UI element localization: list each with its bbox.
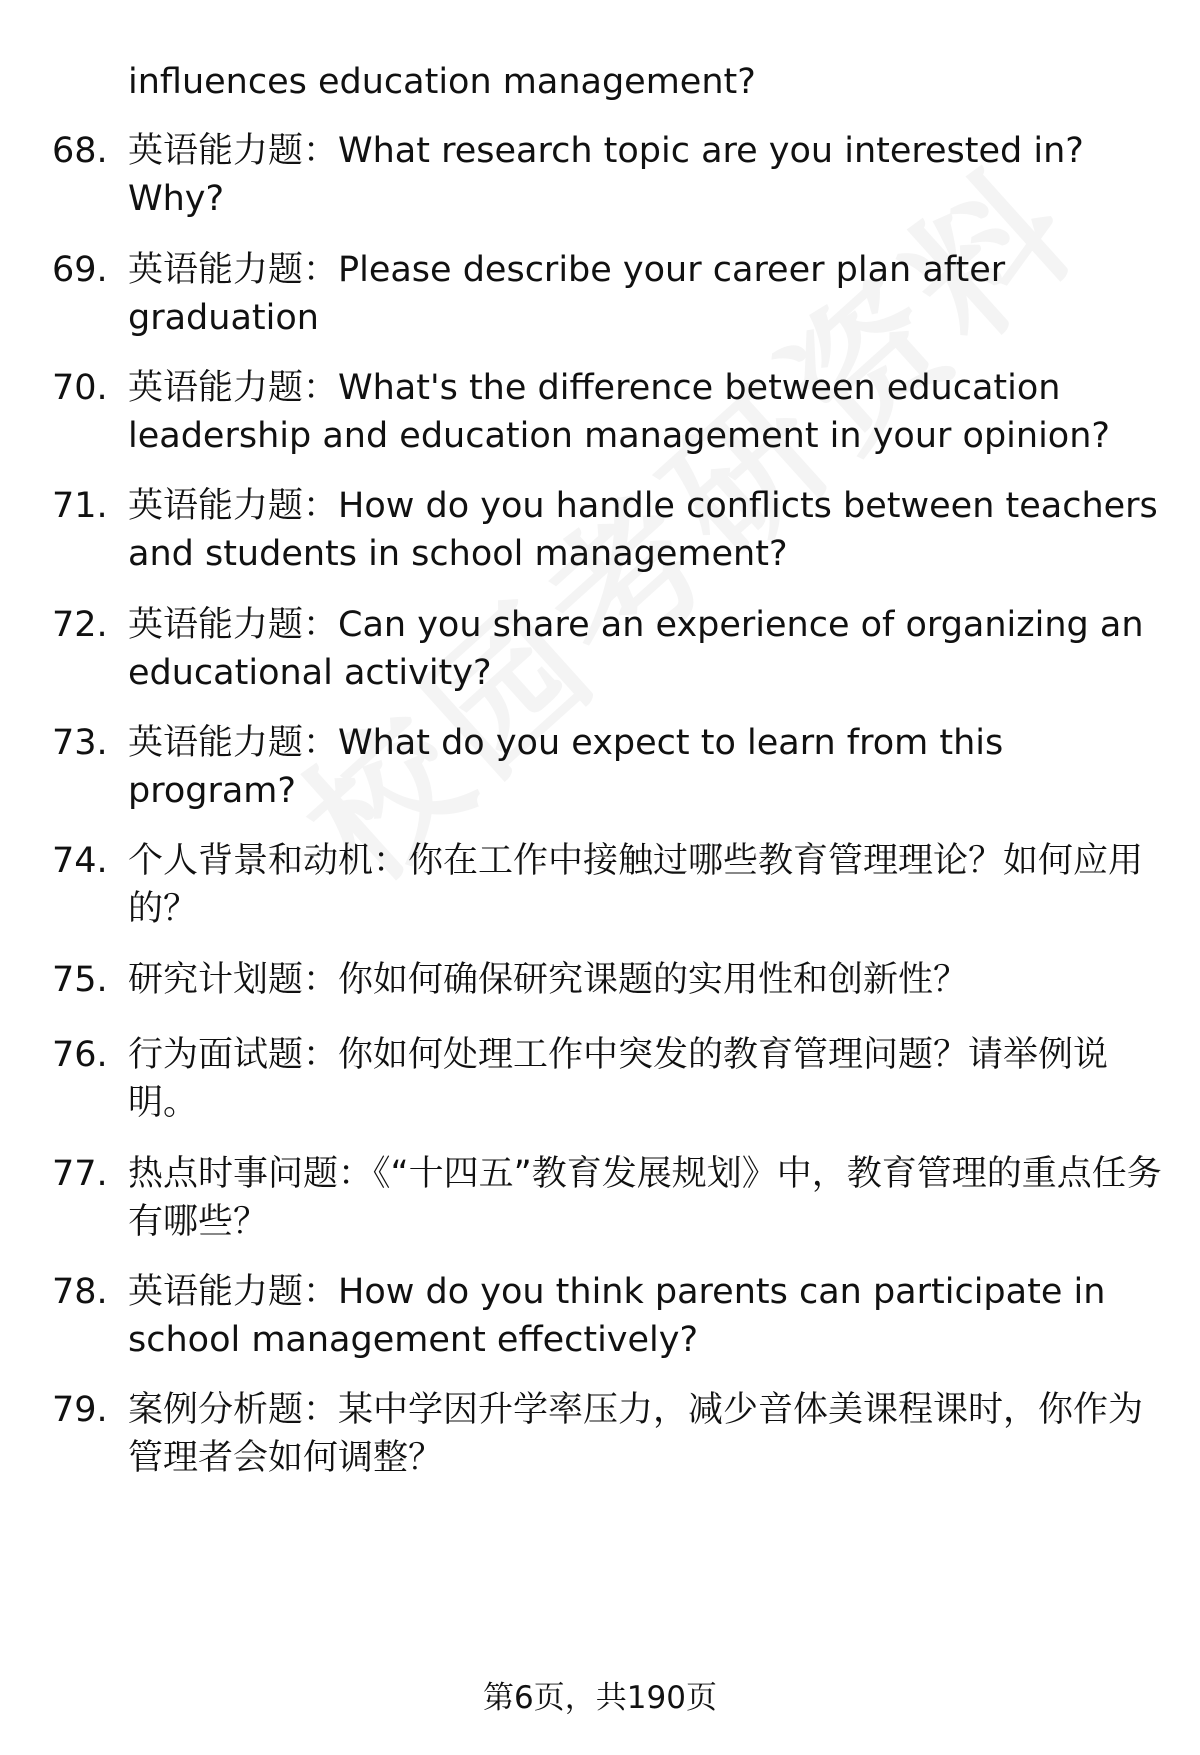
question-text: 热点时事问题：《“十四五”教育发展规划》中，教育管理的重点任务有哪些？ <box>128 1154 1162 1242</box>
question-text: 研究计划题：你如何确保研究课题的实用性和创新性？ <box>128 960 969 1000</box>
question-item <box>52 1386 1162 1482</box>
question-number: 76. <box>52 1035 108 1075</box>
question-number: 77. <box>52 1154 108 1194</box>
question-item <box>52 1268 1162 1364</box>
question-item <box>52 837 1162 933</box>
question-item <box>52 956 1162 1004</box>
question-text: 英语能力题：Please describe your career plan after graduation <box>128 250 1006 338</box>
question-number: 68. <box>52 131 108 171</box>
question-number: 73. <box>52 723 108 763</box>
question-item <box>52 246 1162 342</box>
question-number: 78. <box>52 1272 108 1312</box>
question-item <box>52 1031 1162 1127</box>
question-number: 79. <box>52 1390 108 1430</box>
question-number: 72. <box>52 605 108 645</box>
question-item <box>52 1150 1162 1246</box>
question-number: 69. <box>52 250 108 290</box>
question-text: 英语能力题：How do you handle conflicts between teachers and students in school management? <box>128 486 1158 574</box>
question-number: 71. <box>52 486 108 526</box>
question-text: 英语能力题：What do you expect to learn from this program? <box>128 723 1004 811</box>
question-number: 74. <box>52 841 108 881</box>
question-item <box>52 482 1162 578</box>
continued-question-text: influences education management? <box>128 62 756 102</box>
question-number: 75. <box>52 960 108 1000</box>
question-item <box>52 601 1162 697</box>
question-text: 英语能力题：What's the difference between education leadership and education management in your opinion? <box>128 368 1110 456</box>
question-text: 行为面试题：你如何处理工作中突发的教育管理问题？请举例说明。 <box>128 1035 1109 1123</box>
question-number: 70. <box>52 368 108 408</box>
question-text: 英语能力题：How do you think parents can participate in school management effectively? <box>128 1272 1106 1360</box>
question-item <box>52 127 1162 223</box>
question-text: 个人背景和动机：你在工作中接触过哪些教育管理理论？如何应用的？ <box>128 841 1144 929</box>
question-text: 英语能力题：What research topic are you interested in? Why? <box>128 131 1084 219</box>
question-item <box>52 364 1162 460</box>
question-text: 英语能力题：Can you share an experience of organizing an educational activity? <box>128 605 1144 693</box>
question-text: 案例分析题：某中学因升学率压力，减少音体美课程课时，你作为管理者会如何调整？ <box>128 1390 1144 1478</box>
question-item <box>52 719 1162 815</box>
page-footer: 第6页，共190页 <box>483 1680 717 1716</box>
